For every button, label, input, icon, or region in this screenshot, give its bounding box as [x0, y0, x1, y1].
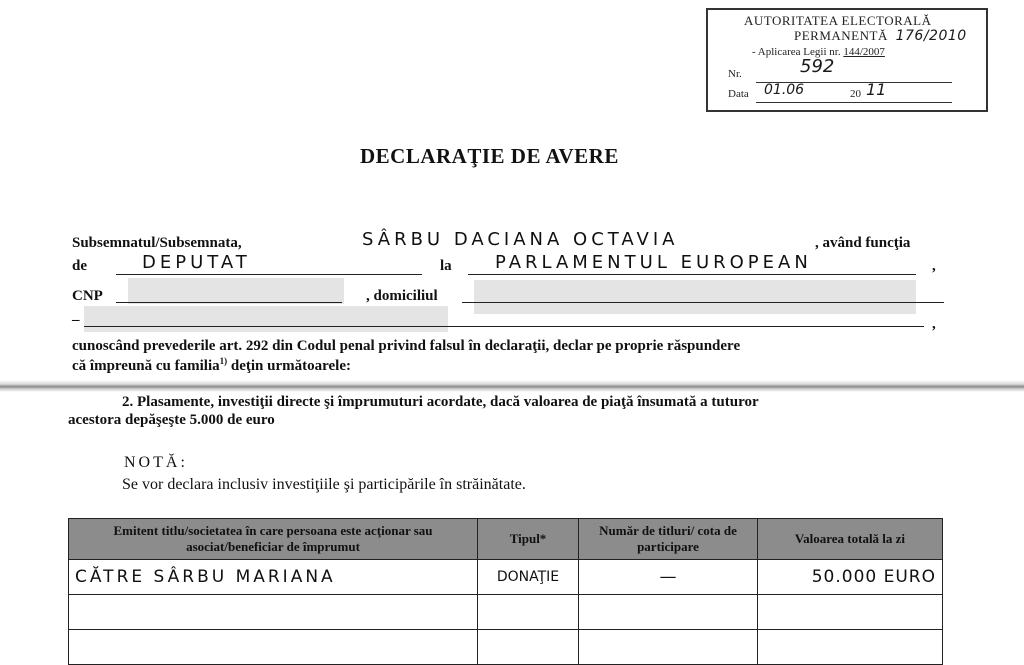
nota-label: NOTĂ:: [124, 454, 188, 471]
cnp-label: CNP: [72, 288, 103, 304]
cell-valoare: [758, 630, 943, 665]
stamp-data-line: [756, 102, 952, 103]
cnp-line: [116, 302, 342, 303]
institutia-line: [468, 274, 916, 275]
la-label: la: [440, 258, 452, 274]
declarant-name: SÂRBU DACIANA OCTAVIA: [362, 229, 679, 250]
cnp-redaction: [128, 278, 344, 304]
stamp-permanent-label: PERMANENTĂ: [794, 28, 888, 43]
legal-text-line2: [72, 356, 351, 375]
stamp-permanent-line: [794, 28, 967, 44]
stamp-year-prefix: 20: [850, 88, 861, 100]
section-heading-line2: acestora depăşeşte 5.000 de euro: [68, 412, 275, 428]
cell-numar: [579, 630, 758, 665]
subsemnatul-label: Subsemnatul/Subsemnata,: [72, 235, 242, 251]
stamp-data-label: Data: [728, 88, 749, 100]
cell-valoare: [758, 595, 943, 630]
document-title: DECLARAŢIE DE AVERE: [360, 144, 619, 168]
stamp-authority-line: AUTORITATEA ELECTORALĂ: [744, 13, 932, 28]
registration-stamp: [706, 8, 988, 112]
header-emitent: Emitent titlu/societatea în care persoana este acţionar sau asociat/beneficiar de împrumut: [69, 519, 478, 560]
section-heading-line1: 2. Plasamente, investiţii directe şi împrumuturi acordate, dacă valoarea de piaţă însumată a tuturor: [122, 394, 759, 410]
line4-dash: –: [72, 312, 80, 328]
cell-emitent: [69, 595, 478, 630]
stamp-nr-value: 592: [800, 56, 835, 77]
header-numar-titluri: Număr de titluri/ cota de participare: [579, 519, 758, 560]
de-label: de: [72, 258, 87, 274]
table-row: [69, 595, 943, 630]
domiciliu-label: , domiciliul: [366, 288, 438, 304]
header-tipul: Tipul*: [478, 519, 579, 560]
functia-value: DEPUTAT: [142, 252, 251, 273]
cell-tipul: [478, 630, 579, 665]
stamp-year-value: 11: [866, 80, 887, 99]
stamp-nr-label: Nr.: [728, 68, 742, 80]
stamp-handwritten-ref: 176/2010: [895, 28, 967, 44]
header-valoare: Valoarea totală la zi: [758, 519, 943, 560]
domiciliu-line: [462, 302, 944, 303]
line2-comma: ,: [932, 258, 936, 274]
legal-text-line2-a: că împreună cu familia: [72, 358, 220, 374]
institutia-value: PARLAMENTUL EUROPEAN: [495, 252, 812, 273]
page-fold-seam: [0, 380, 1024, 392]
cell-emitent: CĂTRE SÂRBU MARIANA: [69, 560, 478, 595]
footnote-mark: 1): [219, 356, 228, 366]
cell-emitent: [69, 630, 478, 665]
table-header-row: [69, 519, 943, 560]
cell-tipul: DONAŢIE: [478, 560, 579, 595]
stamp-data-value: 01.06: [764, 82, 805, 98]
functia-label: , având funcţia: [815, 235, 911, 251]
cell-tipul: [478, 595, 579, 630]
table-row: [69, 560, 943, 595]
cell-valoare: 50.000 EURO: [758, 560, 943, 595]
stamp-law-prefix: - Aplicarea Legii nr.: [752, 46, 841, 58]
address-redaction: [84, 306, 448, 332]
table-row: [69, 630, 943, 665]
nota-text: Se vor declara inclusiv investiţiile şi participările în străinătate.: [122, 476, 526, 493]
functia-line: [116, 274, 422, 275]
stamp-law-number: 144/2007: [843, 46, 885, 58]
address-line: [84, 326, 924, 327]
investments-table: [68, 518, 943, 665]
legal-text-line1: cunoscând prevederile art. 292 din Codul penal privind falsul în declaraţii, declar pe proprie răspundere: [72, 338, 741, 354]
cell-numar: —: [579, 560, 758, 595]
line4-comma: ,: [932, 316, 936, 332]
domiciliu-redaction: [474, 280, 916, 314]
cell-numar: [579, 595, 758, 630]
legal-text-line2-b: deţin următoarele:: [227, 358, 352, 374]
